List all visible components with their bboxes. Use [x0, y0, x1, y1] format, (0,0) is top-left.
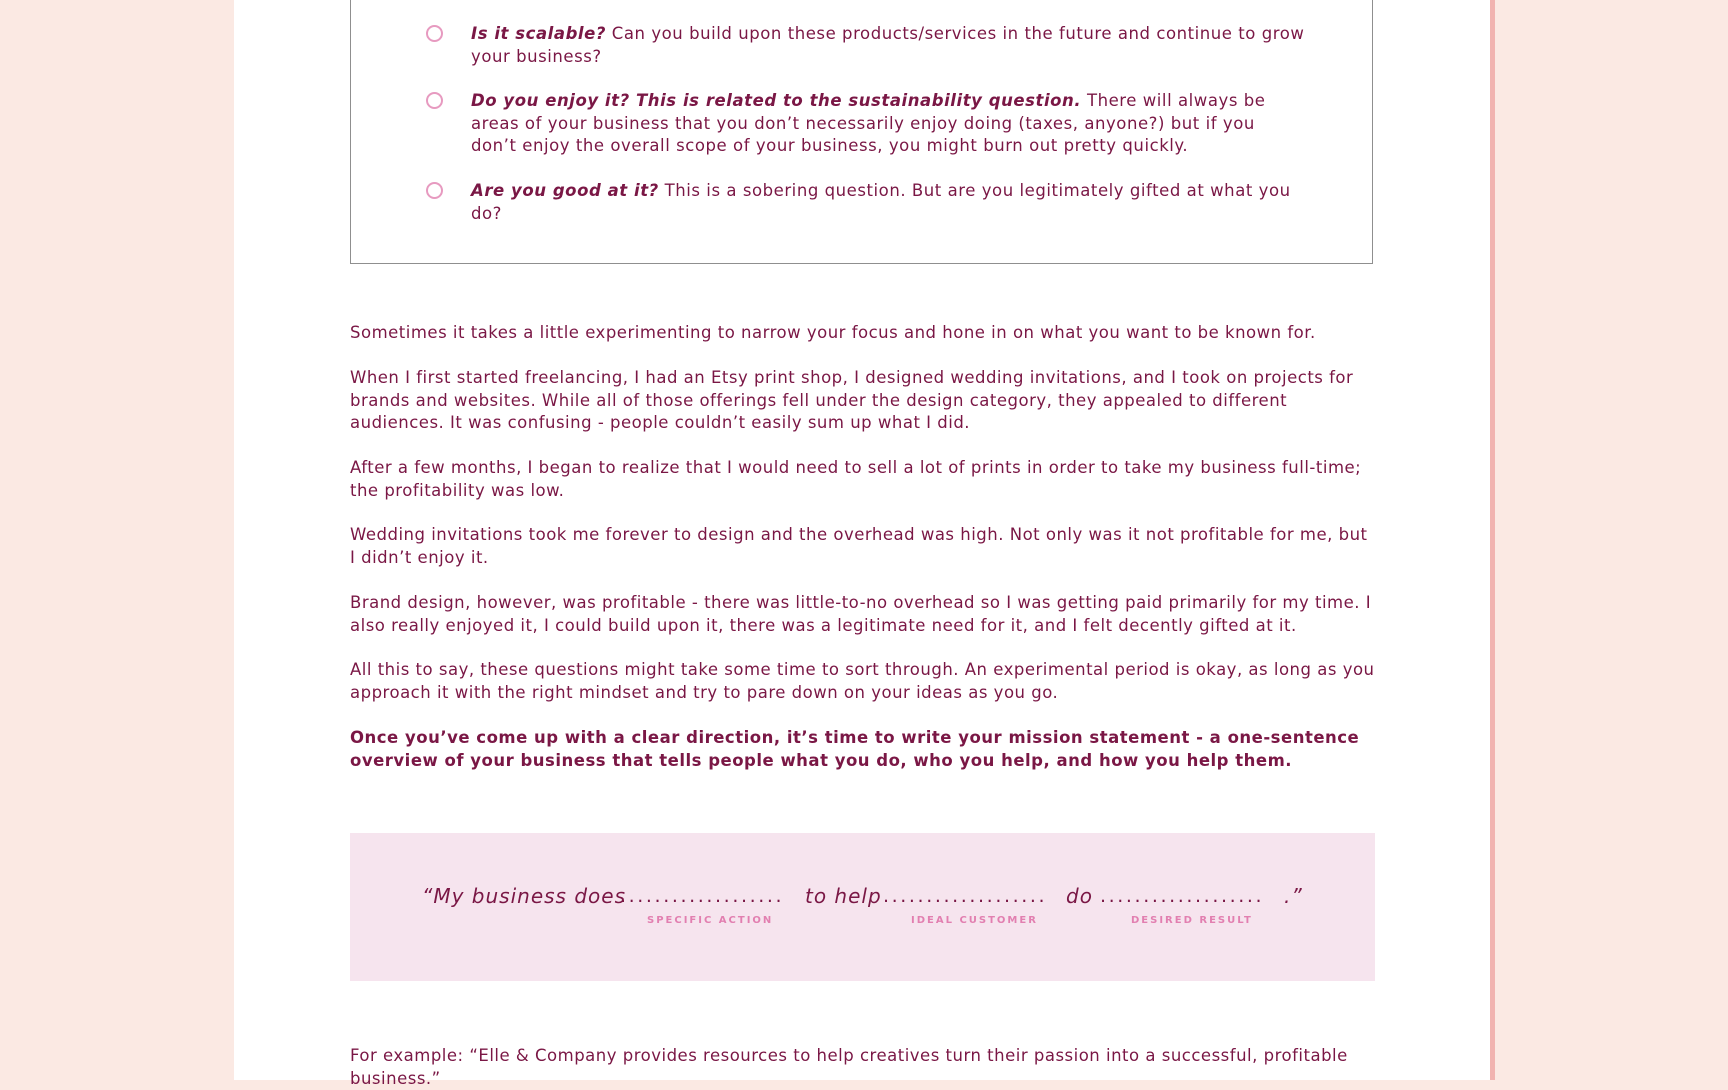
checklist-item-scalable [426, 23, 1306, 68]
checklist-item-lead: Is it scalable? [471, 24, 606, 43]
mission-text-part3: do [1066, 884, 1093, 908]
label-specific-action: SPECIFIC ACTION [647, 915, 774, 926]
blank-desired-result: ................... [1100, 885, 1265, 907]
circle-bullet-icon [426, 92, 443, 109]
body-paragraph: Wedding invitations took me forever to design and the overhead was high. Not only was it not profitable for me, but I didn’t enjoy it. [350, 525, 1368, 567]
body-paragraph: All this to say, these questions might take some time to sort through. An experimental period is okay, as long as you approach it with the right mindset and try to pare down on your ideas as you go. [350, 660, 1375, 702]
page-edge-accent [1490, 0, 1495, 1080]
example-paragraph: For example: “Elle & Company provides resources to help creatives turn their passion into a successful, profitable business.” [350, 1046, 1348, 1088]
mission-callout: Once you’ve come up with a clear direction, it’s time to write your mission statement - a one-sentence overview of your business that tells people what you do, who you help, and how you help them. [350, 728, 1360, 770]
checklist-item-enjoy [426, 90, 1306, 158]
body-paragraph: When I first started freelancing, I had an Etsy print shop, I designed wedding invitations, and I took on projects for brands and websites. While all of those offerings fell under the design category, they appealed to different audiences. It was confusing - people couldn’t easily sum up what I did. [350, 368, 1354, 432]
circle-bullet-icon [426, 25, 443, 42]
checklist-item-lead: Are you good at it? [471, 181, 659, 200]
checklist-item-text [471, 180, 1306, 225]
checklist-item-lead: Do you enjoy it? This is related to the sustainability question. [471, 91, 1082, 110]
blank-ideal-customer: ................... [883, 885, 1048, 907]
label-ideal-customer: IDEAL CUSTOMER [911, 915, 1038, 926]
mission-text-part2: to help [805, 884, 882, 908]
blank-specific-action: ................... [620, 885, 785, 907]
body-paragraph: Brand design, however, was profitable - there was little-to-no overhead so I was getting paid primarily for my time. I also really enjoyed it, I could build upon it, there was a legitimate need for it, and I felt decently gifted at it. [350, 593, 1372, 635]
circle-bullet-icon [426, 182, 443, 199]
mission-statement-template [350, 833, 1375, 981]
mission-text-end: .” [1284, 884, 1303, 908]
checklist-item-text [471, 23, 1306, 68]
checklist-item-text [471, 90, 1306, 158]
checklist-item-body: There will always be areas of your business that you don’t necessarily enjoy doing (taxes, anyone?) but if you don’t enjoy the overall scope of your business, you might burn out pretty quickly. [471, 91, 1266, 155]
checklist-item-body: Can you build upon these products/services in the future and continue to grow your business? [471, 24, 1305, 66]
checklist-item-body: This is a sobering question. But are you legitimately gifted at what you do? [471, 181, 1291, 223]
label-desired-result: DESIRED RESULT [1131, 915, 1253, 926]
body-paragraph: Sometimes it takes a little experimenting to narrow your focus and hone in on what you want to be known for. [350, 323, 1316, 342]
body-paragraph: After a few months, I began to realize that I would need to sell a lot of prints in order to take my business full-time; the profitability was low. [350, 458, 1362, 500]
checklist-item-good-at-it [426, 180, 1306, 225]
mission-text-part1: “My business does [422, 884, 626, 908]
